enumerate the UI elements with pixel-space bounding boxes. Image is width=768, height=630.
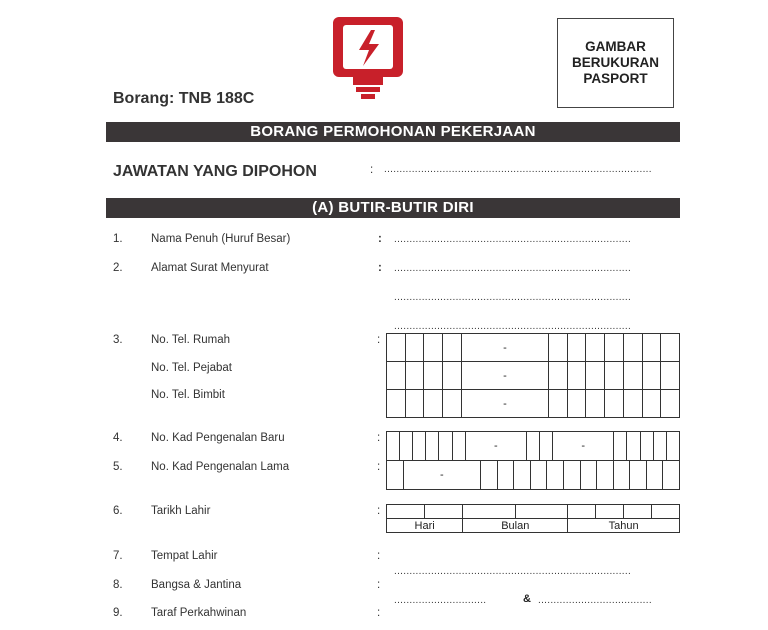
ic-cell[interactable] — [563, 461, 580, 490]
dob-cell[interactable] — [651, 505, 679, 519]
date-of-birth-grid[interactable] — [386, 504, 680, 533]
field-1-number: 1. — [113, 233, 123, 245]
ic-cell[interactable] — [547, 461, 564, 490]
phone-cell[interactable] — [642, 362, 661, 390]
field-4-label: No. Kad Pengenalan Baru — [151, 432, 285, 444]
phone-number-grid[interactable] — [386, 333, 680, 418]
phone-cell[interactable] — [461, 334, 548, 362]
ic-cell[interactable] — [465, 432, 526, 461]
field-7-number: 7. — [113, 550, 123, 562]
phone-cell[interactable] — [623, 362, 642, 390]
phone-cell[interactable] — [424, 390, 443, 418]
field-2-number: 2. — [113, 262, 123, 274]
phone-cell[interactable] — [549, 390, 568, 418]
ic-cell[interactable] — [580, 461, 597, 490]
phone-cell[interactable] — [661, 362, 680, 390]
phone-cell[interactable] — [605, 390, 624, 418]
field-8-number: 8. — [113, 579, 123, 591]
phone-cell[interactable] — [387, 390, 406, 418]
dob-day-label: Hari — [387, 519, 463, 533]
phone-cell[interactable] — [549, 362, 568, 390]
phone-cell[interactable] — [642, 390, 661, 418]
phone-cell[interactable] — [623, 334, 642, 362]
address-field-line-2[interactable]: ............................................................................. — [394, 292, 632, 303]
dob-cell[interactable] — [515, 505, 568, 519]
dash: - — [493, 440, 498, 452]
phone-cell[interactable] — [586, 362, 605, 390]
field-5-number: 5. — [113, 461, 123, 473]
field-3-colon: : — [377, 334, 381, 346]
ic-cell[interactable] — [452, 432, 465, 461]
dash: - — [503, 341, 507, 354]
field-6-colon: : — [377, 505, 381, 517]
phone-cell[interactable] — [661, 334, 680, 362]
dash: - — [503, 369, 507, 382]
field-5-colon: : — [377, 461, 381, 473]
field-7-label: Tempat Lahir — [151, 550, 218, 562]
phone-cell[interactable] — [605, 362, 624, 390]
photo-box-line-2: BERUKURAN — [572, 55, 659, 70]
phone-cell[interactable] — [549, 334, 568, 362]
ic-cell[interactable] — [646, 461, 663, 490]
ic-cell[interactable] — [413, 432, 426, 461]
race-field[interactable]: .............................. — [394, 595, 487, 606]
ic-cell[interactable] — [666, 432, 679, 461]
dob-cell[interactable] — [624, 505, 652, 519]
ic-cell[interactable] — [597, 461, 614, 490]
phone-cell[interactable] — [443, 390, 462, 418]
field-3-label-mobile: No. Tel. Bimbit — [151, 389, 225, 401]
phone-cell[interactable] — [605, 334, 624, 362]
field-2-label: Alamat Surat Menyurat — [151, 262, 269, 274]
ic-cell[interactable] — [627, 432, 640, 461]
phone-cell[interactable] — [405, 390, 424, 418]
field-3-label-home: No. Tel. Rumah — [151, 334, 231, 346]
ic-cell[interactable] — [439, 432, 452, 461]
new-ic-grid[interactable] — [386, 431, 680, 461]
dob-cell[interactable] — [387, 505, 425, 519]
field-7-colon: : — [377, 550, 381, 562]
field-8-colon: : — [377, 579, 381, 591]
dash: - — [439, 469, 444, 481]
full-name-field[interactable]: ............................................................................. — [394, 234, 632, 245]
phone-cell[interactable] — [623, 390, 642, 418]
ic-cell[interactable] — [387, 461, 404, 490]
field-5-label: No. Kad Pengenalan Lama — [151, 461, 290, 473]
dob-cell[interactable] — [425, 505, 463, 519]
phone-cell[interactable] — [443, 362, 462, 390]
field-4-number: 4. — [113, 432, 123, 444]
position-label: JAWATAN YANG DIPOHON — [113, 163, 317, 180]
ic-cell[interactable] — [426, 432, 439, 461]
field-9-number: 9. — [113, 607, 123, 619]
phone-cell[interactable] — [661, 390, 680, 418]
ic-cell[interactable] — [653, 432, 666, 461]
phone-cell[interactable] — [586, 334, 605, 362]
dob-cell[interactable] — [596, 505, 624, 519]
phone-cell[interactable] — [387, 334, 406, 362]
phone-cell[interactable] — [567, 390, 586, 418]
phone-cell[interactable] — [461, 390, 548, 418]
ic-cell[interactable] — [553, 432, 614, 461]
ic-cell[interactable] — [640, 432, 653, 461]
field-3-label-office: No. Tel. Pejabat — [151, 362, 232, 374]
phone-cell[interactable] — [586, 390, 605, 418]
photo-box-line-1: GAMBAR — [585, 39, 646, 54]
field-6-label: Tarikh Lahir — [151, 505, 211, 517]
form-title-bar: BORANG PERMOHONAN PEKERJAAN — [106, 122, 680, 142]
address-field-line-1[interactable]: ............................................................................. — [394, 263, 632, 274]
phone-cell[interactable] — [424, 334, 443, 362]
phone-cell[interactable] — [424, 362, 443, 390]
ic-cell[interactable] — [540, 432, 553, 461]
ic-cell[interactable] — [613, 461, 630, 490]
place-of-birth-field[interactable]: ............................................................................. — [394, 566, 632, 577]
phone-cell[interactable] — [642, 334, 661, 362]
ic-cell[interactable] — [481, 461, 498, 490]
ic-cell[interactable] — [497, 461, 514, 490]
dob-cell[interactable] — [568, 505, 596, 519]
ic-cell[interactable] — [400, 432, 413, 461]
field-4-colon: : — [377, 432, 381, 444]
ic-cell[interactable] — [530, 461, 547, 490]
phone-cell[interactable] — [387, 362, 406, 390]
phone-cell[interactable] — [567, 362, 586, 390]
phone-cell[interactable] — [567, 334, 586, 362]
field-1-label: Nama Penuh (Huruf Besar) — [151, 233, 291, 245]
tnb-logo-icon — [330, 14, 406, 104]
dob-cell[interactable] — [463, 505, 515, 519]
form-code: Borang: TNB 188C — [113, 90, 255, 107]
ic-cell[interactable] — [663, 461, 680, 490]
ic-cell[interactable] — [387, 432, 400, 461]
dob-month-label: Bulan — [463, 519, 568, 533]
passport-photo-box[interactable] — [557, 18, 674, 108]
field-9-colon: : — [377, 607, 381, 619]
dob-year-label: Tahun — [568, 519, 680, 533]
field-2-colon: : — [378, 262, 382, 274]
old-ic-grid[interactable] — [386, 460, 680, 490]
phone-cell[interactable] — [461, 362, 548, 390]
gender-field[interactable]: ..................................... — [538, 595, 652, 606]
field-1-colon: : — [378, 233, 382, 245]
field-8-label: Bangsa & Jantina — [151, 579, 242, 591]
dash: - — [581, 440, 586, 452]
ic-cell[interactable] — [614, 432, 627, 461]
position-field[interactable]: ....................................................................................... — [384, 164, 652, 175]
ampersand: & — [523, 593, 531, 605]
field-3-number: 3. — [113, 334, 123, 346]
phone-cell[interactable] — [405, 362, 424, 390]
ic-cell[interactable] — [526, 432, 539, 461]
address-field-line-3[interactable]: ............................................................................. — [394, 321, 632, 332]
dash: - — [503, 397, 507, 410]
phone-cell[interactable] — [443, 334, 462, 362]
phone-cell[interactable] — [405, 334, 424, 362]
field-9-label: Taraf Perkahwinan — [151, 607, 247, 619]
ic-cell[interactable] — [403, 461, 480, 490]
ic-cell[interactable] — [630, 461, 647, 490]
section-a-title-bar: (A) BUTIR-BUTIR DIRI — [106, 198, 680, 218]
position-colon: : — [370, 164, 374, 176]
field-6-number: 6. — [113, 505, 123, 517]
ic-cell[interactable] — [514, 461, 531, 490]
photo-box-line-3: PASPORT — [583, 71, 648, 86]
